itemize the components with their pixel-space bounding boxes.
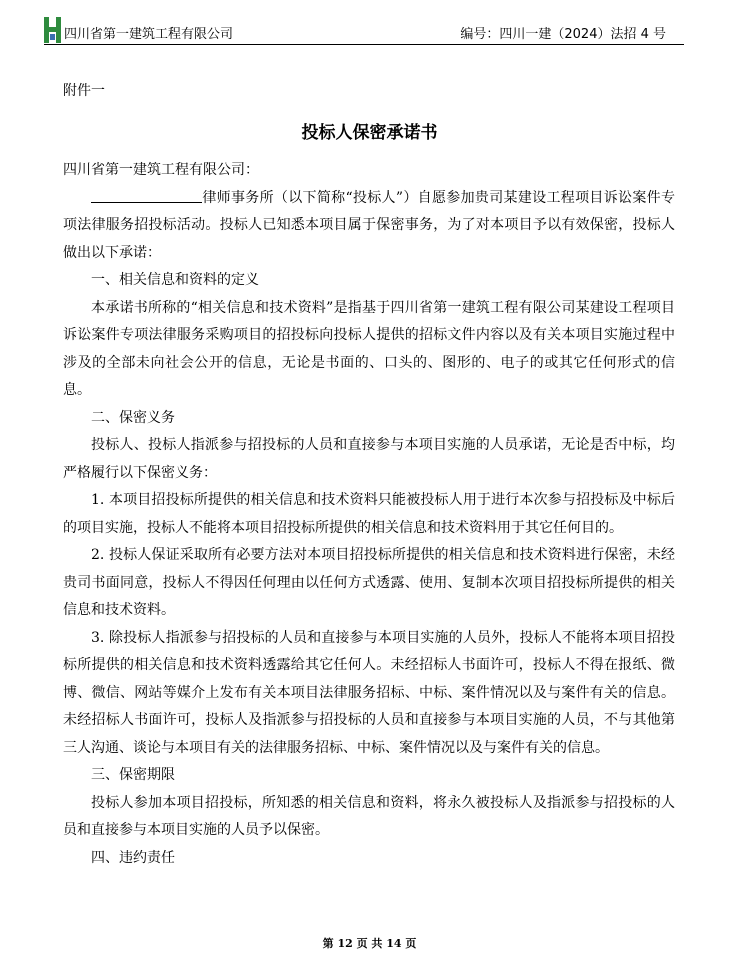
header-document-number: 编号：四川一建（2024）法招 4 号: [460, 27, 666, 42]
intro-text: 律师事务所（以下简称“投标人”）自愿参加贵司某建设工程项目诉讼案件专项法律服务招投标活动。投标人已知悉本项目属于保密事务，为了对本项目予以有效保密，投标人做出以下承诺：: [63, 189, 675, 261]
document-title: 投标人保密承诺书: [301, 123, 438, 143]
section-2-item-3: 3. 除投标人指派参与招投标的人员和直接参与本项目实施的人员外，投标人不能将本项目招投标所提供的相关信息和技术资料透露给其它任何人。未经招标人书面许可，投标人不得在报纸、微博、微信、网站等媒介上发布有关本项目法律服务招标、中标、案件情况以及与案件有关的信息。未经招标人书面许可，投标人及指派参与招投标的人员和直接参与本项目实施的人员，不与其他第三人沟通、谈论与本项目有关的法律服务招标、中标、案件情况以及与案件有关的信息。: [63, 629, 675, 756]
section-2-item-2: 2. 投标人保证采取所有必要方法对本项目招投标所提供的相关信息和技术资料进行保密，未经贵司书面同意，投标人不得因任何理由以任何方式透露、使用、复制本次项目招投标所提供的相关信息和技术资料。: [63, 547, 675, 618]
company-logo-icon: [44, 17, 61, 43]
section-1-body: 本承诺书所称的“相关信息和技术资料”是指基于四川省第一建筑工程有限公司某建设工程项目诉讼案件专项法律服务采购项目的招投标向投标人提供的招标文件内容以及有关本项目实施过程中涉及的全部未向社会公开的信息，无论是书面的、口头的、图形的、电子的或其它任何形式的信息。: [63, 299, 675, 398]
section-2-body: 投标人、投标人指派参与招投标的人员和直接参与本项目实施的人员承诺，无论是否中标，均严格履行以下保密义务：: [63, 437, 675, 481]
header-company-name: 四川省第一建筑工程有限公司: [64, 27, 234, 42]
document-body: [63, 157, 675, 872]
page-footer: 第 12 页 共 14 页: [322, 937, 417, 950]
section-2-heading: 二、保密义务: [91, 409, 175, 426]
addressee: 四川省第一建筑工程有限公司：: [63, 162, 259, 178]
section-2-item-1: 1. 本项目招投标所提供的相关信息和技术资料只能被投标人用于进行本次参与招投标及中标后的项目实施，投标人不能将本项目招投标所提供的相关信息和技术资料用于其它任何目的。: [63, 492, 675, 536]
intro-paragraph: [63, 185, 675, 268]
section-3-body: 投标人参加本项目招投标，所知悉的相关信息和资料，将永久被投标人及指派参与招投标的人员和直接参与本项目实施的人员予以保密。: [63, 794, 675, 838]
attachment-label: 附件一: [63, 83, 105, 99]
page-header: [44, 14, 684, 45]
section-4-heading: 四、违约责任: [91, 849, 175, 866]
section-3-heading: 三、保密期限: [91, 767, 175, 783]
section-1-heading: 一、相关信息和资料的定义: [91, 272, 259, 288]
firm-name-blank: [91, 188, 202, 203]
